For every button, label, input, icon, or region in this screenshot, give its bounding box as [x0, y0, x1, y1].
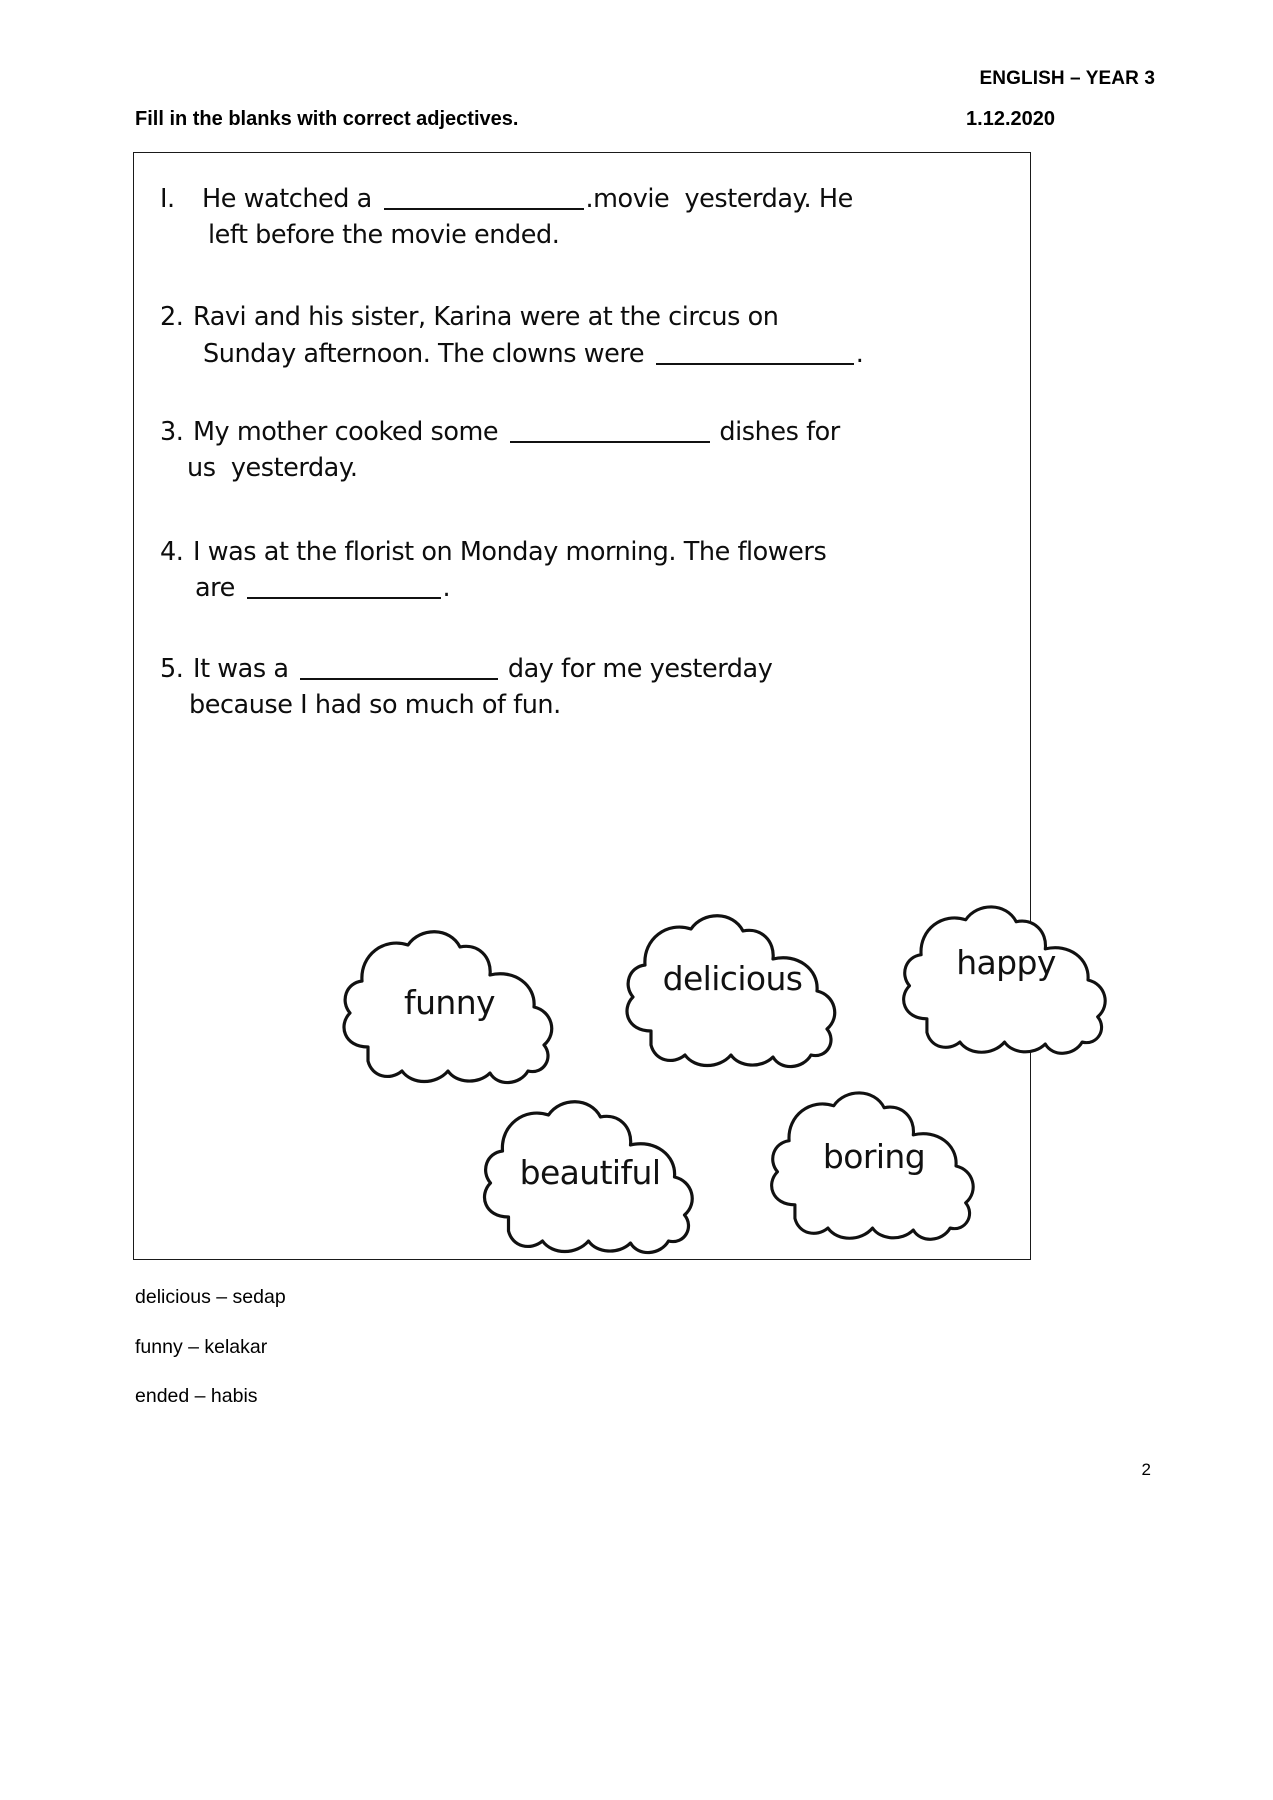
word-cloud-delicious[interactable]	[615, 905, 850, 1075]
answer-blank-4[interactable]	[247, 573, 441, 600]
word-cloud-boring[interactable]	[760, 1081, 988, 1249]
question-3-line-2: us yesterday.	[187, 453, 358, 484]
question-2-line-2	[203, 336, 1004, 372]
question-body-4	[193, 534, 1004, 606]
question-1-line-2: left before the movie ended.	[208, 220, 560, 251]
word-cloud-beautiful[interactable]	[470, 1091, 710, 1261]
question-4-text-after: .	[442, 573, 451, 604]
question-4-line-2	[195, 570, 1004, 606]
question-item-3	[160, 414, 1004, 486]
question-1-text-before: He watched a	[202, 184, 380, 214]
question-number-1: I.	[160, 184, 175, 214]
question-1-line-1	[202, 181, 1004, 217]
answer-blank-3[interactable]	[510, 416, 710, 443]
question-item-2	[160, 299, 1004, 371]
header-row	[135, 108, 1155, 131]
question-list	[160, 181, 1004, 723]
word-cloud-label-delicious: delicious	[662, 959, 803, 998]
question-3-text-after: dishes for	[711, 416, 840, 447]
question-number-4: 4.	[160, 537, 184, 568]
header-date: 1.12.2020	[966, 108, 1055, 130]
word-cloud-label-happy: happy	[956, 943, 1056, 982]
question-5-line-1	[193, 651, 1004, 687]
word-bank	[160, 893, 1056, 1233]
glossary-item-1: delicious – sedap	[135, 1286, 286, 1308]
word-cloud-label-beautiful: beautiful	[519, 1153, 661, 1192]
question-number-5: 5.	[160, 653, 184, 684]
question-1-text-after: .movie yesterday. He	[585, 184, 853, 214]
glossary-item-2: funny – kelakar	[135, 1335, 268, 1358]
question-2-text-before: Sunday afternoon. The clowns were	[203, 338, 652, 369]
instruction-text: Fill in the blanks with correct adjectives.	[135, 108, 519, 130]
question-4-line-1: I was at the florist on Monday morning. The flowers	[193, 537, 827, 568]
question-5-text-before: It was a	[193, 653, 297, 684]
question-3-line-1	[193, 414, 1004, 450]
word-cloud-label-funny: funny	[404, 983, 495, 1022]
question-body-3	[187, 414, 1004, 486]
question-4-text-before: are	[195, 573, 243, 604]
answer-blank-1[interactable]	[384, 183, 584, 210]
worksheet-box	[133, 152, 1056, 1260]
word-cloud-label-boring: boring	[822, 1137, 926, 1176]
question-5-text-after: day for me yesterday	[500, 653, 773, 684]
question-number-3: 3.	[160, 416, 184, 447]
header-subject: ENGLISH – YEAR 3	[979, 68, 1155, 89]
glossary	[135, 1288, 286, 1437]
question-body-5	[189, 651, 1004, 723]
question-2-text-after: .	[855, 338, 864, 369]
page-number: 2	[1141, 1460, 1151, 1479]
glossary-item-3: ended – habis	[135, 1385, 258, 1407]
answer-blank-2[interactable]	[656, 338, 854, 365]
question-number-2: 2.	[160, 302, 184, 333]
word-cloud-happy[interactable]	[892, 895, 1120, 1063]
answer-blank-5[interactable]	[300, 653, 498, 680]
question-body-1	[200, 181, 1004, 253]
question-item-4	[160, 534, 1004, 606]
question-3-text-before: My mother cooked some	[193, 416, 506, 447]
question-2-line-1: Ravi and his sister, Karina were at the circus on	[193, 302, 779, 333]
question-item-5	[160, 651, 1004, 723]
word-cloud-funny[interactable]	[332, 921, 567, 1091]
question-item-1	[160, 181, 1004, 253]
question-5-line-2: because I had so much of fun.	[189, 689, 561, 720]
question-body-2	[193, 299, 1004, 371]
